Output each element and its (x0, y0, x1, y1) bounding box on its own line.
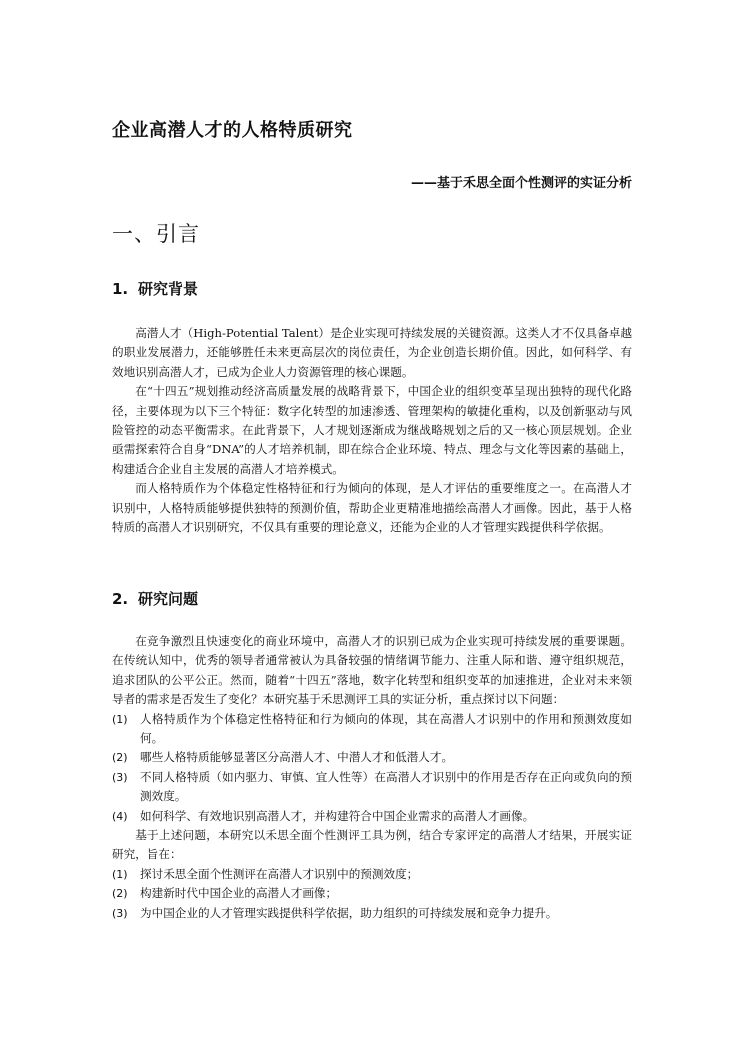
subsection-title: 研究问题 (138, 590, 199, 608)
list-item-text: 哪些人格特质能够显著区分高潜人才、中潜人才和低潜人才。 (140, 750, 454, 765)
subsection-title: 研究背景 (138, 280, 199, 298)
paragraph: 在竞争激烈且快速变化的商业环境中，高潜人才的识别已成为企业实现可持续发展的重要课题。在传统认知中，优秀的领导者通常被认为具备较强的情绪调节能力、注重人际和谐、遵守组织规范，追求团队的公平公正。然而，随着“十四五”落地，数字化转型和组织变革的加速推进，企业对未来领导者的需求是否发生了变化？本研究基于禾思测评工具的实证分析，重点探讨以下问题： (112, 634, 632, 707)
list-item (112, 807, 632, 826)
list-item-number: (3) (112, 770, 128, 784)
list-item-number: (2) (112, 751, 128, 765)
background-paragraphs (112, 324, 632, 537)
list-item (112, 865, 632, 884)
paragraph: 而人格特质作为个体稳定性格特征和行为倾向的体现，是人才评估的重要维度之一。在高潜人才识别中，人格特质能够提供独特的预测价值，帮助企业更精准地描绘高潜人才画像。因此，基于人格特质的高潜人才识别研究，不仅具有重要的理论意义，还能为企业的人才管理实践提供科学依据。 (112, 481, 632, 535)
list-item-number: (1) (112, 867, 128, 881)
subsection-heading-questions (112, 588, 198, 609)
list-item (112, 884, 632, 903)
list-item-number: (2) (112, 887, 128, 901)
subsection-number: 2. (112, 590, 129, 608)
list-item-text: 不同人格特质（如内驱力、审慎、宜人性等）在高潜人才识别中的作用是否存在正向或负向的预测效度。 (140, 769, 632, 804)
list-item-text: 人格特质作为个体稳定性格特征和行为倾向的体现，其在高潜人才识别中的作用和预测效度如何。 (140, 711, 632, 746)
subsection-heading-background (112, 278, 198, 299)
list-item-number: (4) (112, 809, 128, 823)
paragraph: 基于上述问题，本研究以禾思全面个性测评工具为例，结合专家评定的高潜人才结果，开展实证研究，旨在： (112, 828, 632, 862)
list-item-number: (1) (112, 712, 128, 726)
list-item-text: 构建新时代中国企业的高潜人才画像； (140, 886, 338, 901)
list-item (112, 768, 632, 807)
subsection-number: 1. (112, 280, 129, 298)
paragraph: 高潜人才（High-Potential Talent）是企业实现可持续发展的关键资源。这类人才不仅具备卓越的职业发展潜力，还能够胜任未来更高层次的岗位责任，为企业创造长期价值。因此，如何科学、有效地识别高潜人才，已成为企业人力资源管理的核心课题。 (112, 326, 632, 379)
list-item (112, 748, 632, 767)
paper-subtitle: ——基于禾思全面个性测评的实证分析 (410, 176, 632, 191)
list-item-number: (3) (112, 906, 128, 920)
list-item-text: 如何科学、有效地识别高潜人才，并构建符合中国企业需求的高潜人才画像。 (140, 808, 535, 823)
section-heading-introduction: 一、引言 (112, 222, 200, 246)
list-item-text: 为中国企业的人才管理实践提供科学依据，助力组织的可持续发展和竞争力提升。 (140, 905, 558, 920)
list-item (112, 710, 632, 749)
questions-section-body (112, 632, 632, 923)
paper-title: 企业高潜人才的人格特质研究 (112, 120, 353, 141)
paragraph: 在“十四五”规划推动经济高质量发展的战略背景下，中国企业的组织变革呈现出独特的现代化路径，主要体现为以下三个特征：数字化转型的加速渗透、管理架构的敏捷化重构，以及创新驱动与风险管控的动态平衡需求。在此背景下，人才规划逐渐成为继战略规划之后的又一核心顶层规划。企业亟需探索符合自身“DNA”的人才培养机制，即在综合企业环境、特点、理念与文化等因素的基础上，构建适合企业自主发展的高潜人才培养模式。 (112, 384, 632, 476)
list-item (112, 904, 632, 923)
list-item-text: 探讨禾思全面个性测评在高潜人才识别中的预测效度； (140, 866, 419, 881)
